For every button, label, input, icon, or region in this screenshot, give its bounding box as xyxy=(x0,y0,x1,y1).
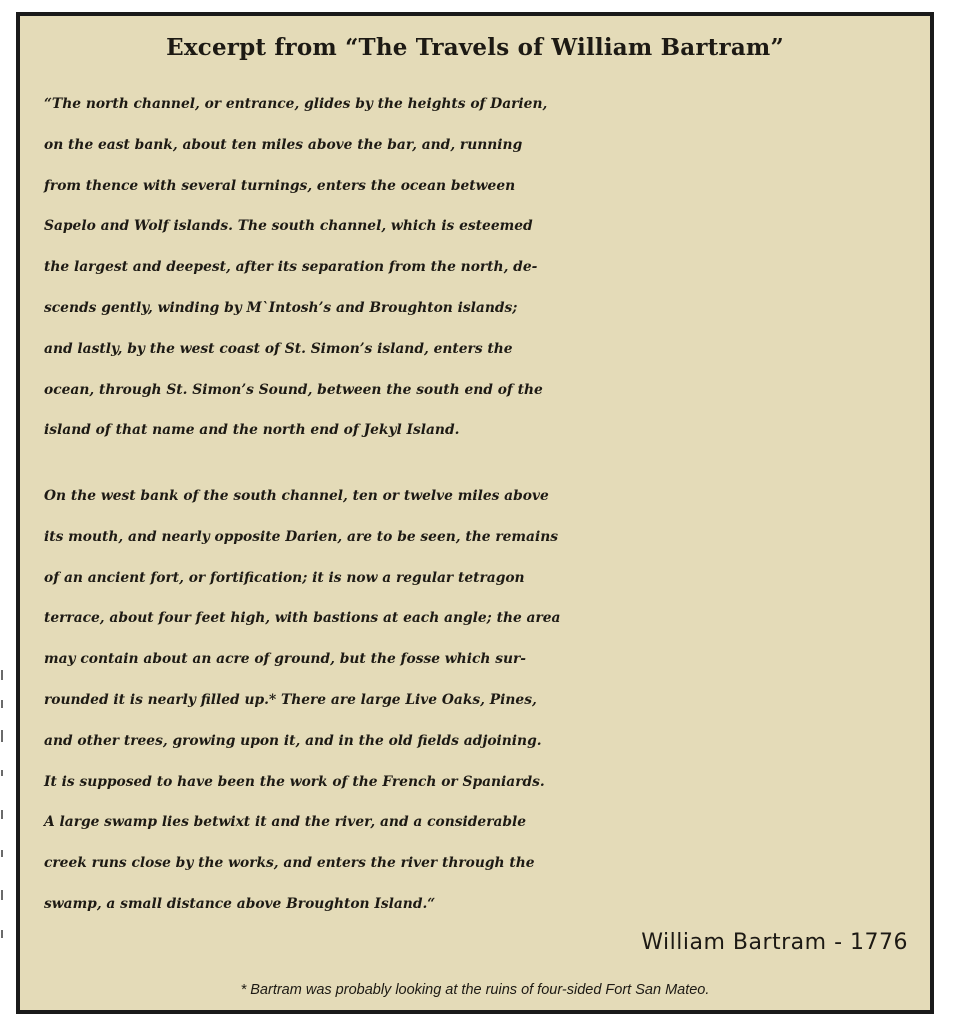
excerpt-paragraph-1 xyxy=(44,84,924,451)
text-line: and lastly, by the west coast of St. Simon’s island, enters the xyxy=(44,340,513,357)
text-line: On the west bank of the south channel, ten or twelve miles above xyxy=(44,488,549,504)
excerpt-title: Excerpt from “The Travels of William Bartram” xyxy=(166,34,784,61)
excerpt-panel xyxy=(16,12,934,1014)
text-line: island of that name and the north end of Jekyl Island. xyxy=(44,422,460,439)
text-line: on the east bank, about ten miles above the bar, and, running xyxy=(44,136,523,153)
text-line: from thence with several turnings, enters the ocean between xyxy=(44,177,516,194)
text-line: its mouth, and nearly opposite Darien, are to be seen, the remains xyxy=(44,528,558,545)
text-line: Sapelo and Wolf islands. The south channel, which is esteemed xyxy=(44,218,533,235)
margin-artifact xyxy=(0,660,8,960)
excerpt-paragraph-2 xyxy=(44,476,924,925)
text-line: swamp, a small distance above Broughton Island.“ xyxy=(44,895,436,912)
text-line: creek runs close by the works, and enters the river through the xyxy=(44,855,535,872)
signature: William Bartram - 1776 xyxy=(641,930,908,955)
text-line: ocean, through St. Simon’s Sound, between the south end of the xyxy=(44,381,543,398)
text-line: “The north channel, or entrance, glides by the heights of Darien, xyxy=(44,96,548,112)
text-line: A large swamp lies betwixt it and the river, and a considerable xyxy=(44,814,527,831)
text-line: rounded it is nearly filled up.* There are large Live Oaks, Pines, xyxy=(44,691,537,708)
text-line: and other trees, growing upon it, and in the old fields adjoining. xyxy=(44,732,542,749)
footnote: * Bartram was probably looking at the ruins of four-sided Fort San Mateo. xyxy=(240,982,710,998)
text-line: of an ancient fort, or fortification; it is now a regular tetragon xyxy=(44,569,525,586)
text-line: scends gently, winding by M`Intosh’s and Broughton islands; xyxy=(44,299,518,316)
text-line: It is supposed to have been the work of the French or Spaniards. xyxy=(44,773,545,790)
text-line: the largest and deepest, after its separation from the north, de- xyxy=(44,259,538,276)
text-line: may contain about an acre of ground, but the fosse which sur- xyxy=(44,651,526,668)
text-line: terrace, about four feet high, with bastions at each angle; the area xyxy=(44,610,561,627)
